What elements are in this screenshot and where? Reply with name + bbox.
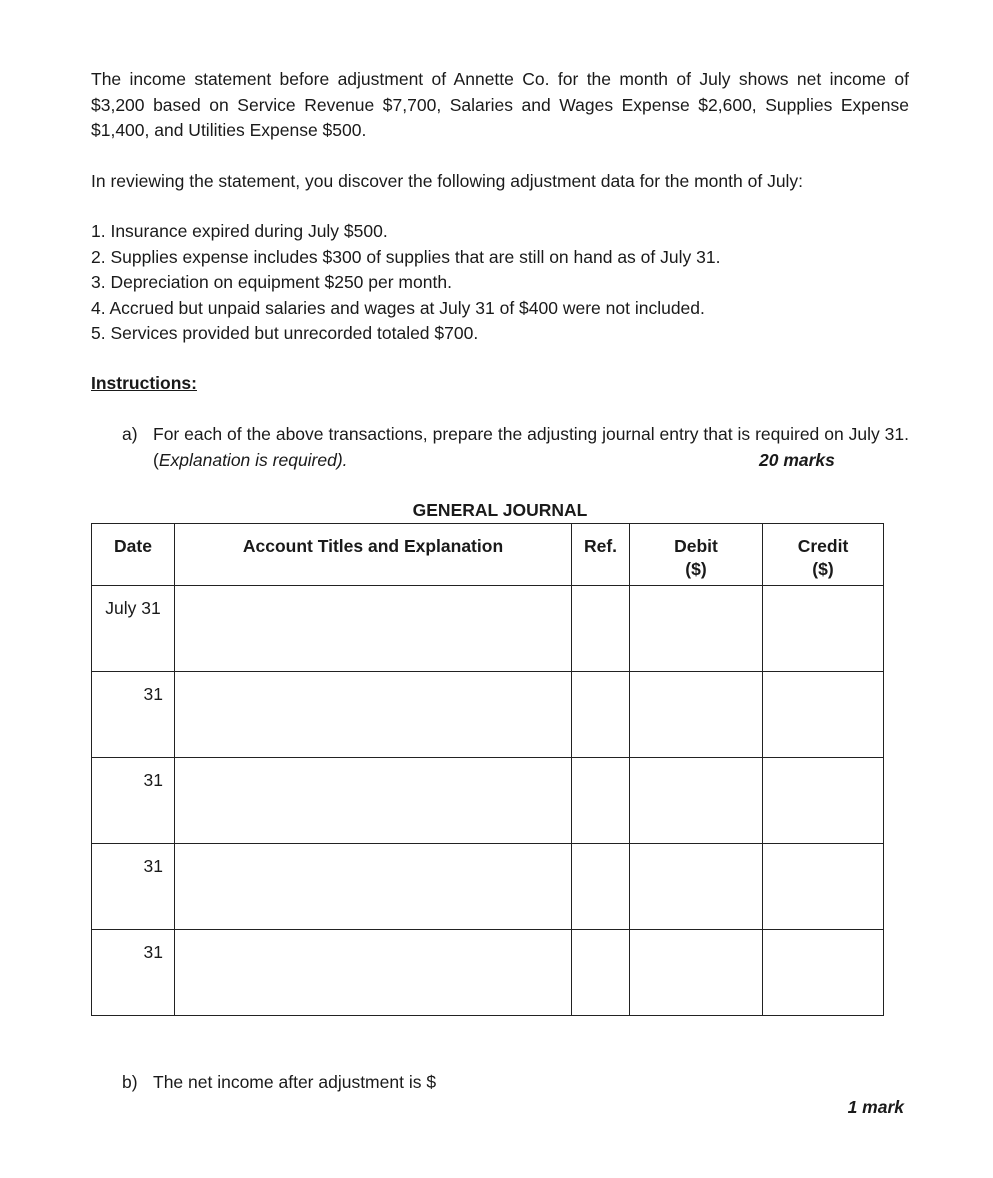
journal-row xyxy=(92,672,884,758)
adjustment-item-4: 4. Accrued but unpaid salaries and wages at July 31 of $400 were not included. xyxy=(91,297,705,318)
journal-row-date: 31 xyxy=(92,672,175,758)
header-credit-unit: ($) xyxy=(812,559,834,579)
part-b-question xyxy=(122,1070,436,1095)
header-credit-label: Credit xyxy=(797,536,849,556)
journal-row-date: July 31 xyxy=(92,586,175,672)
header-account-titles: Account Titles and Explanation xyxy=(175,524,572,586)
part-a-explanation-note: Explanation is required). xyxy=(158,449,348,470)
header-credit xyxy=(763,524,884,586)
debit-cell[interactable] xyxy=(630,586,763,672)
account-titles-cell[interactable] xyxy=(175,758,572,844)
credit-cell[interactable] xyxy=(763,758,884,844)
header-debit xyxy=(630,524,763,586)
intro-paragraph: The income statement before adjustment of Annette Co. for the month of July shows net income of $3,200 based on Service Revenue $7,700, Salaries and Wages Expense $2,600, Supplies Expense $1,400, and Utilities Expense $500. xyxy=(91,69,909,140)
journal-row xyxy=(92,586,884,672)
header-date: Date xyxy=(92,524,175,586)
journal-header-row xyxy=(92,524,884,586)
account-titles-cell[interactable] xyxy=(175,586,572,672)
debit-cell[interactable] xyxy=(630,844,763,930)
journal-title: GENERAL JOURNAL xyxy=(412,500,588,520)
account-titles-cell[interactable] xyxy=(175,672,572,758)
header-debit-unit: ($) xyxy=(685,559,707,579)
debit-cell[interactable] xyxy=(630,758,763,844)
account-titles-cell[interactable] xyxy=(175,844,572,930)
part-b-marker: b) xyxy=(122,1072,138,1092)
ref-cell[interactable] xyxy=(572,930,630,1016)
header-ref: Ref. xyxy=(572,524,630,586)
header-debit-label: Debit xyxy=(674,536,718,556)
general-journal-table xyxy=(91,523,884,1016)
debit-cell[interactable] xyxy=(630,930,763,1016)
credit-cell[interactable] xyxy=(763,586,884,672)
credit-cell[interactable] xyxy=(763,672,884,758)
adjustment-list xyxy=(91,219,909,347)
part-b-marks: 1 mark xyxy=(847,1097,904,1117)
instructions-heading: Instructions: xyxy=(91,373,197,393)
ref-cell[interactable] xyxy=(572,672,630,758)
ref-cell[interactable] xyxy=(572,758,630,844)
debit-cell[interactable] xyxy=(630,672,763,758)
journal-row xyxy=(92,930,884,1016)
part-a-marker: a) xyxy=(122,424,138,444)
ref-cell[interactable] xyxy=(572,844,630,930)
journal-row-date: 31 xyxy=(92,930,175,1016)
account-titles-cell[interactable] xyxy=(175,930,572,1016)
ref-cell[interactable] xyxy=(572,586,630,672)
adjustment-item-5: 5. Services provided but unrecorded totaled $700. xyxy=(91,323,479,343)
adjustment-item-2: 2. Supplies expense includes $300 of supplies that are still on hand as of July 31. xyxy=(91,246,721,267)
part-a-question xyxy=(122,422,909,473)
part-b-text: The net income after adjustment is $ xyxy=(153,1072,437,1092)
adjustment-item-1: 1. Insurance expired during July $500. xyxy=(91,221,388,241)
adjustment-item-3: 3. Depreciation on equipment $250 per month. xyxy=(91,272,452,292)
part-a-instruction: For each of the above transactions, prepare the adjusting journal entry that is required on July 31. ( xyxy=(153,424,909,470)
journal-row xyxy=(92,844,884,930)
journal-row xyxy=(92,758,884,844)
part-a-marks: 20 marks xyxy=(759,449,835,470)
reviewing-paragraph: In reviewing the statement, you discover the following adjustment data for the month of July: xyxy=(91,171,804,191)
journal-row-date: 31 xyxy=(92,844,175,930)
credit-cell[interactable] xyxy=(763,844,884,930)
credit-cell[interactable] xyxy=(763,930,884,1016)
journal-row-date: 31 xyxy=(92,758,175,844)
